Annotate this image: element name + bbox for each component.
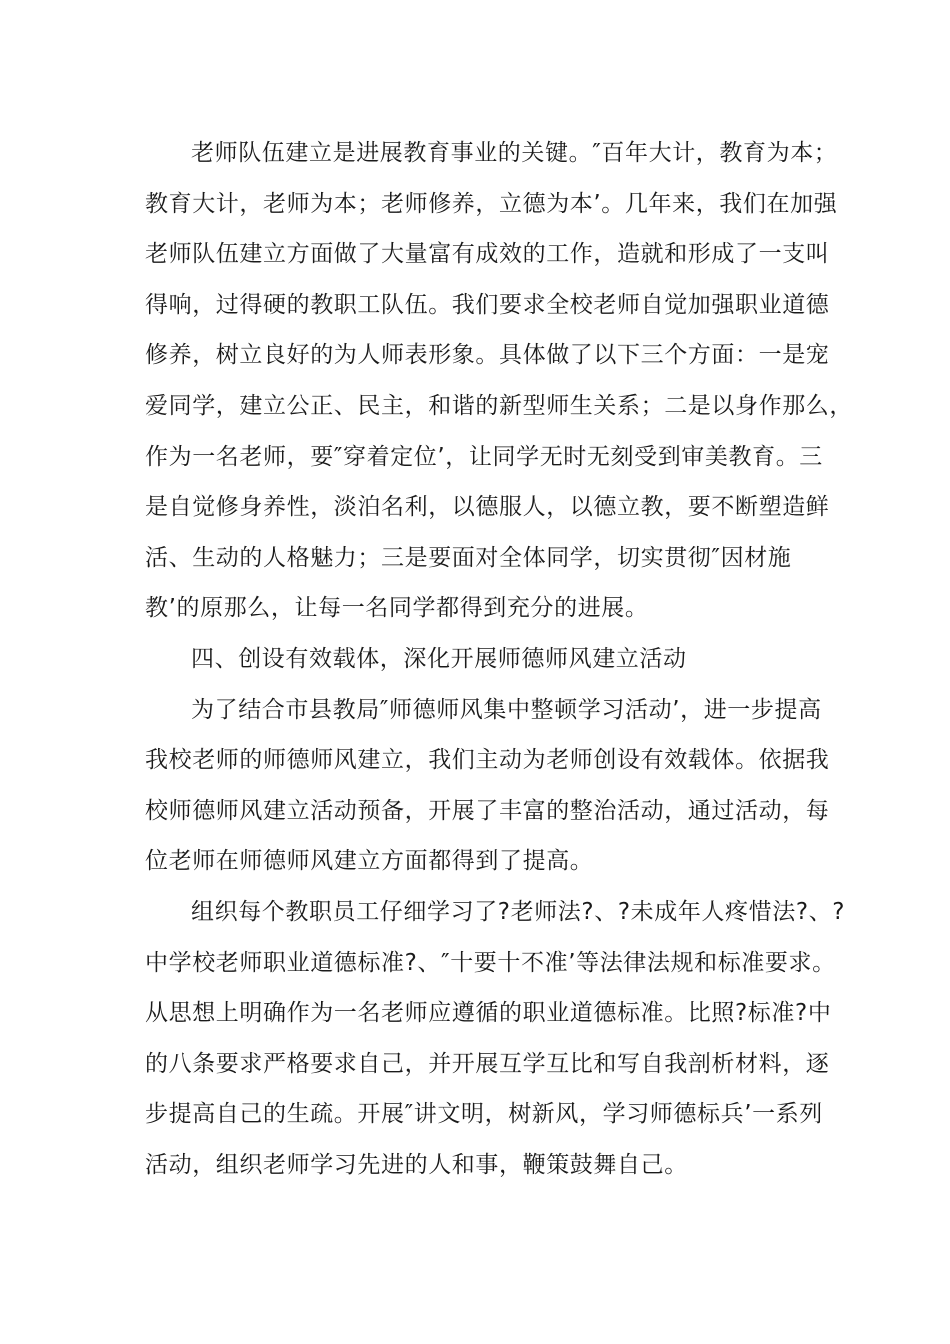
text-line: 是自觉修身养性，淡泊名利，以德服人，以德立教，要不断塑造鲜 [145,494,830,521]
text-line: 活动，组织老师学习先进的人和事，鞭策鼓舞自己。 [145,1151,688,1178]
text-line: 教育大计，老师为本；老师修养，立德为本’。几年来，我们在加强 [145,190,838,217]
text-line: 修养，树立良好的为人师表形象。具体做了以下三个方面：一是宠 [145,342,830,369]
text-line: 我校老师的师德师风建立，我们主动为老师创设有效载体。依据我 [145,747,830,774]
body-text [145,128,853,1190]
text-line: 教’的原那么，让每一名同学都得到充分的进展。 [145,595,649,622]
text-line: 步提高自己的生疏。开展″讲文明，树新风，学习师德标兵’一系列 [145,1101,823,1128]
text-line: 位老师在师德师风建立方面都得到了提高。 [145,848,594,875]
text-line: 活、生动的人格魅力；三是要面对全体同学，切实贯彻″因材施 [145,544,792,571]
text-line: 得响，过得硬的教职工队伍。我们要求全校老师自觉加强职业道德 [145,291,830,318]
text-line: 中学校老师职业道德标准?、″十要十不准’等法律法规和标准要求。 [145,949,836,976]
text-line: 爱同学，建立公正、民主，和谐的新型师生关系；二是以身作那么， [145,392,853,419]
text-line: 老师队伍建立是进展教育事业的关键。″百年大计，教育为本； [191,140,838,166]
text-line: 从思想上明确作为一名老师应遵循的职业道德标准。比照?标准?中 [145,1000,832,1027]
text-line: 组织每个教职员工仔细学习了?老师法?、?未成年人疼惜法?、? [191,898,846,925]
text-line: 老师队伍建立方面做了大量富有成效的工作，造就和形成了一支叫 [145,241,830,268]
text-line: 校师德师风建立活动预备，开展了丰富的整治活动，通过活动，每 [145,797,830,824]
section-heading: 四、创设有效载体，深化开展师德师风建立活动 [191,645,687,672]
text-line: 的八条要求严格要求自己，并开展互学互比和写自我剖析材料，逐 [145,1050,830,1077]
text-line: 作为一名老师，要″穿着定位’，让同学无时无刻受到审美教育。三 [145,443,823,470]
text-line: 为了结合市县教局″师德师风集中整顿学习活动’，进一步提高 [191,696,822,723]
